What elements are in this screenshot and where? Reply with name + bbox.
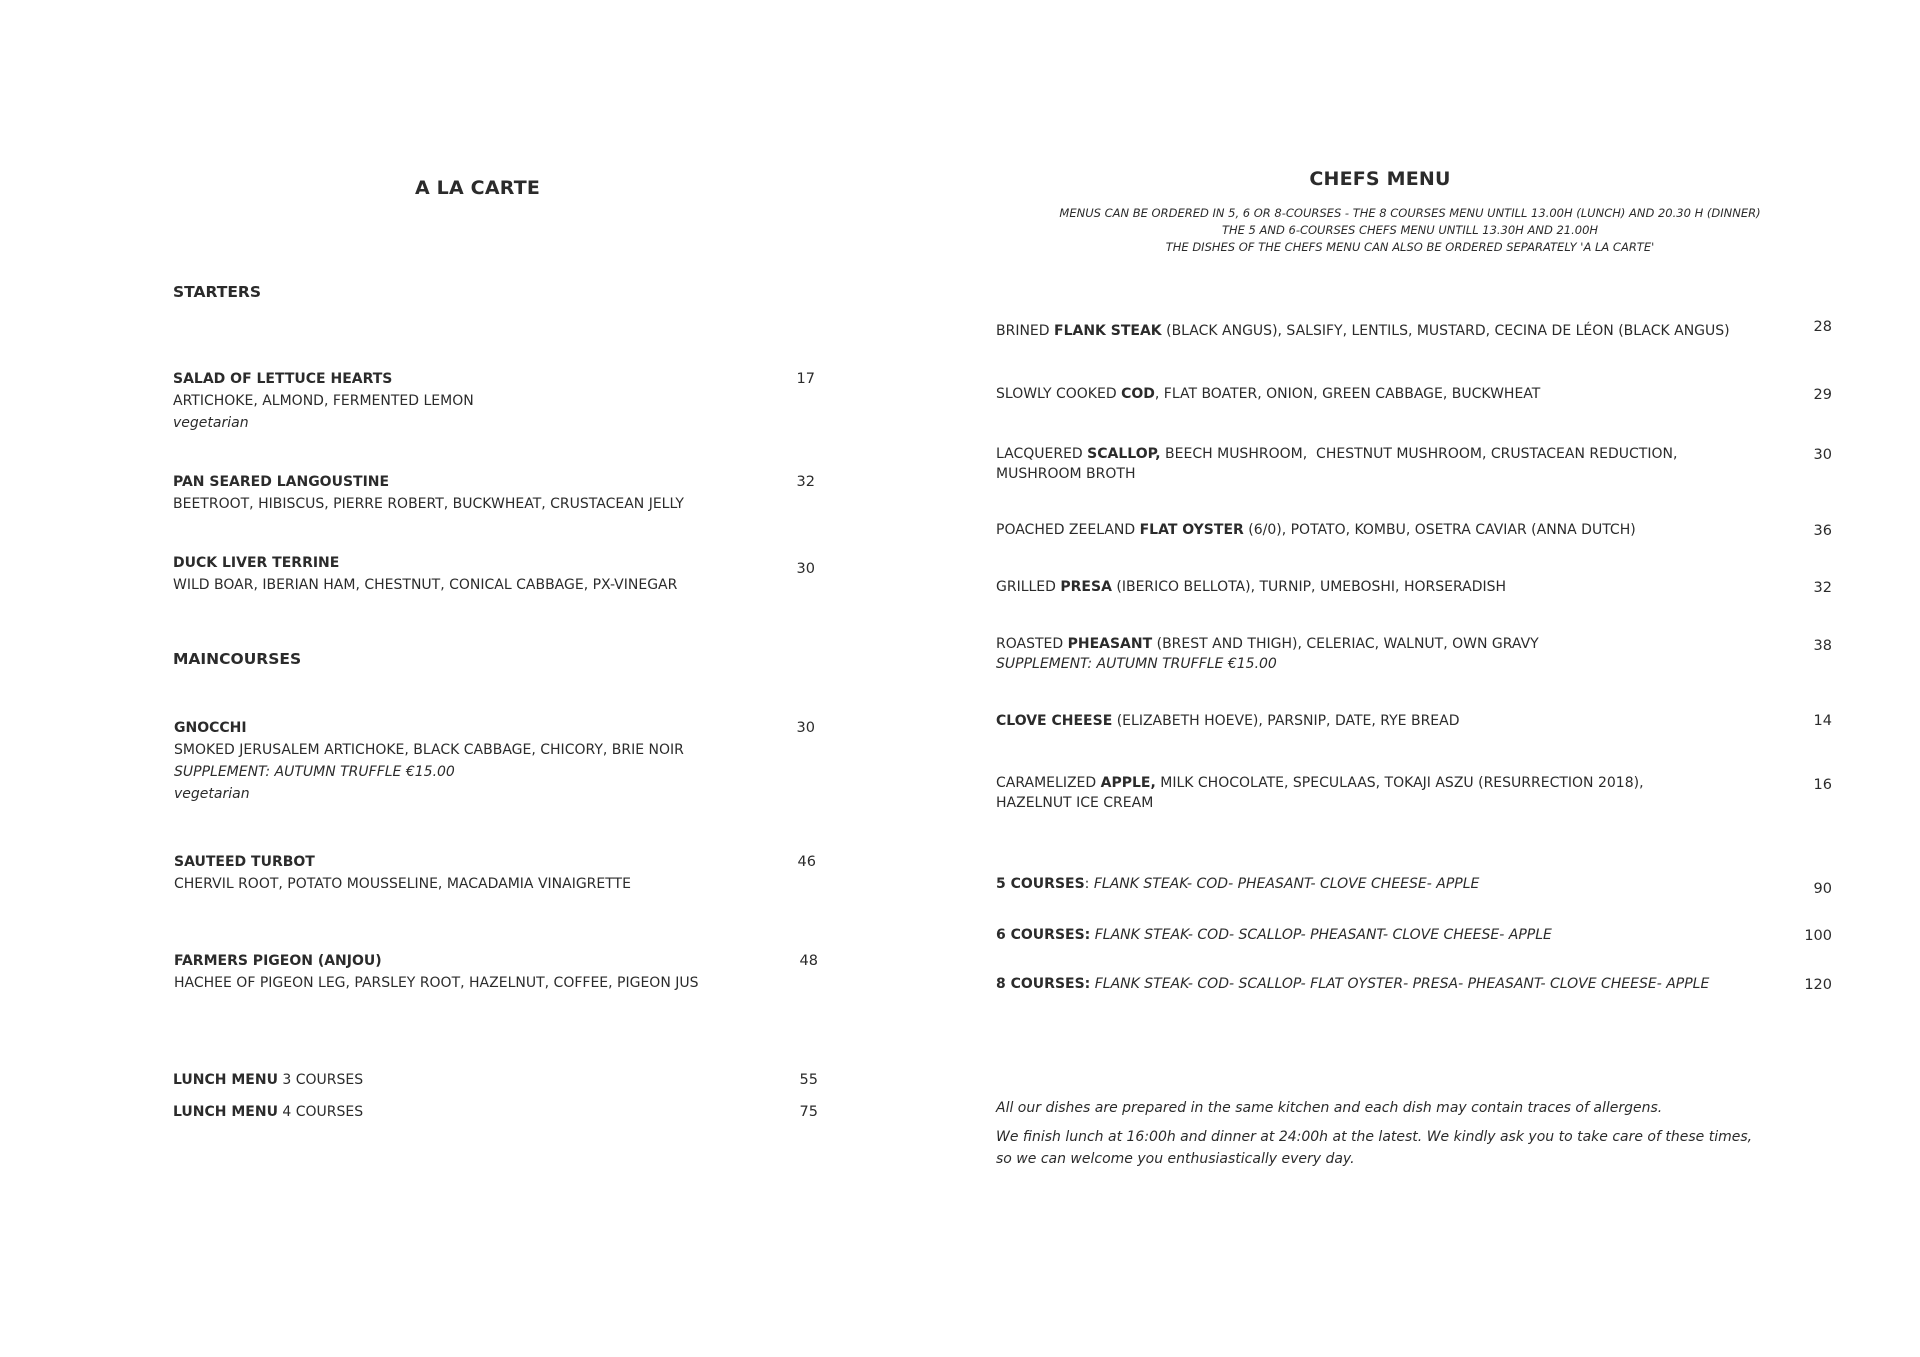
course-menu-separator: :	[1084, 876, 1094, 892]
dish-description: ARTICHOKE, ALMOND, FERMENTED LEMON	[173, 393, 474, 409]
dish-details: , FLAT BOATER, ONION, GREEN CABBAGE, BUCKWHEAT	[1154, 386, 1541, 402]
menu-note: THE 5 AND 6-COURSES CHEFS MENU UNTILL 13.30H AND 21.00H	[1221, 223, 1599, 237]
chefs-menu-title: CHEFS MENU	[1309, 168, 1451, 190]
dish-price: 16	[1813, 777, 1832, 793]
dish-key-ingredient: CLOVE CHEESE	[996, 713, 1113, 729]
dish-price: 30	[796, 720, 815, 736]
dish-supplement: SUPPLEMENT: AUTUMN TRUFFLE €15.00	[174, 764, 455, 780]
lunch-menu-price: 55	[799, 1072, 818, 1088]
course-menu-item	[996, 974, 1709, 994]
lunch-menu-label: LUNCH MENU	[173, 1072, 278, 1088]
dish-name: SAUTEED TURBOT	[174, 854, 315, 870]
menu-note: THE DISHES OF THE CHEFS MENU CAN ALSO BE ORDERED SEPARATELY 'A LA CARTE'	[1165, 240, 1655, 254]
dish-details-continued: MUSHROOM BROTH	[996, 466, 1136, 482]
course-menu-courses: FLANK STEAK- COD- SCALLOP- FLAT OYSTER- PRESA- PHEASANT- CLOVE CHEESE- APPLE	[1094, 976, 1710, 992]
chef-dish	[996, 773, 1776, 813]
dish-name: GNOCCHI	[174, 720, 247, 736]
dish-price: 14	[1813, 713, 1832, 729]
dish-description: HACHEE OF PIGEON LEG, PARSLEY ROOT, HAZELNUT, COFFEE, PIGEON JUS	[174, 975, 699, 991]
course-menu-price: 100	[1804, 928, 1832, 944]
dish-details-continued: HAZELNUT ICE CREAM	[996, 795, 1154, 811]
chef-dish	[996, 577, 1776, 597]
dish-details: (6/0), POTATO, KOMBU, OSETRA CAVIAR (ANNA DUTCH)	[1243, 522, 1636, 538]
dish-key-ingredient: SCALLOP,	[1087, 446, 1161, 462]
dish-key-ingredient: APPLE,	[1100, 775, 1156, 791]
dish-key-ingredient: FLANK STEAK	[1054, 323, 1162, 339]
starter-item	[173, 471, 684, 515]
dish-prefix: LACQUERED	[996, 446, 1088, 462]
chef-dish	[996, 711, 1776, 731]
main-item	[174, 950, 699, 994]
course-menu-price: 120	[1804, 977, 1832, 993]
course-menu-item	[996, 874, 1479, 894]
dish-details: BEECH MUSHROOM, CHESTNUT MUSHROOM, CRUSTACEAN REDUCTION,	[1160, 446, 1678, 462]
course-menu-label: 5 COURSES	[996, 876, 1085, 892]
course-menu-courses: FLANK STEAK- COD- PHEASANT- CLOVE CHEESE- APPLE	[1093, 876, 1480, 892]
lunch-menu-label: LUNCH MENU	[173, 1104, 278, 1120]
chef-dish	[996, 520, 1776, 540]
dish-price: 17	[796, 371, 815, 387]
dish-details: (BLACK ANGUS), SALSIFY, LENTILS, MUSTARD, CECINA DE LÉON (BLACK ANGUS)	[1161, 323, 1730, 339]
dish-price: 30	[796, 561, 815, 577]
lunch-menu-item	[173, 1101, 363, 1123]
dish-prefix: GRILLED	[996, 579, 1061, 595]
dish-price: 32	[796, 474, 815, 490]
main-item	[174, 851, 631, 895]
lunch-menu-item	[173, 1069, 363, 1091]
dish-price: 29	[1813, 387, 1832, 403]
dish-key-ingredient: PRESA	[1060, 579, 1112, 595]
course-menu-courses: FLANK STEAK- COD- SCALLOP- PHEASANT- CLOVE CHEESE- APPLE	[1094, 927, 1552, 943]
course-menu-label: 8 COURSES:	[996, 976, 1091, 992]
dish-name: PAN SEARED LANGOUSTINE	[173, 474, 390, 490]
dish-price: 36	[1813, 523, 1832, 539]
dish-price: 32	[1813, 580, 1832, 596]
course-menu-price: 90	[1813, 881, 1832, 897]
chef-dish	[996, 634, 1776, 674]
dish-price: 48	[799, 953, 818, 969]
lunch-menu-price: 75	[799, 1104, 818, 1120]
dish-prefix: POACHED ZEELAND	[996, 522, 1140, 538]
dish-key-ingredient: PHEASANT	[1067, 636, 1153, 652]
dish-prefix: BRINED	[996, 323, 1055, 339]
closing-times-note: We finish lunch at 16:00h and dinner at 24:00h at the latest. We kindly ask you to take care of these times,	[996, 1129, 1753, 1145]
dish-prefix: SLOWLY COOKED	[996, 386, 1122, 402]
dish-details: (BREST AND THIGH), CELERIAC, WALNUT, OWN GRAVY	[1152, 636, 1539, 652]
dish-price: 46	[797, 854, 816, 870]
dish-tag: vegetarian	[173, 415, 249, 431]
dish-price: 28	[1813, 319, 1832, 335]
dish-price: 38	[1813, 638, 1832, 654]
dish-description: BEETROOT, HIBISCUS, PIERRE ROBERT, BUCKWHEAT, CRUSTACEAN JELLY	[173, 496, 684, 512]
starters-heading: STARTERS	[173, 283, 262, 301]
dish-description: SMOKED JERUSALEM ARTICHOKE, BLACK CABBAGE, CHICORY, BRIE NOIR	[174, 742, 684, 758]
dish-description: WILD BOAR, IBERIAN HAM, CHESTNUT, CONICAL CABBAGE, PX-VINEGAR	[173, 577, 678, 593]
dish-prefix: ROASTED	[996, 636, 1068, 652]
dish-details: (ELIZABETH HOEVE), PARSNIP, DATE, RYE BREAD	[1112, 713, 1460, 729]
dish-name: FARMERS PIGEON (ANJOU)	[174, 953, 382, 969]
dish-description: CHERVIL ROOT, POTATO MOUSSELINE, MACADAMIA VINAIGRETTE	[174, 876, 631, 892]
dish-prefix: CARAMELIZED	[996, 775, 1101, 791]
lunch-menu-courses: 3 COURSES	[282, 1072, 364, 1088]
dish-name: SALAD OF LETTUCE HEARTS	[173, 371, 393, 387]
menu-note: MENUS CAN BE ORDERED IN 5, 6 OR 8-COURSES - THE 8 COURSES MENU UNTILL 13.00H (LUNCH) AND 20.30 H (DINNER)	[1059, 206, 1761, 220]
dish-key-ingredient: FLAT OYSTER	[1139, 522, 1244, 538]
dish-price: 30	[1813, 447, 1832, 463]
chef-dish	[996, 444, 1776, 484]
chef-dish	[996, 321, 1776, 341]
starter-item	[173, 368, 474, 434]
dish-key-ingredient: COD	[1121, 386, 1155, 402]
a-la-carte-title: A LA CARTE	[414, 177, 541, 199]
dish-name: DUCK LIVER TERRINE	[173, 555, 340, 571]
dish-tag: vegetarian	[174, 786, 250, 802]
course-menu-item	[996, 925, 1552, 945]
dish-supplement: SUPPLEMENT: AUTUMN TRUFFLE €15.00	[996, 656, 1277, 672]
closing-times-note-continued: so we can welcome you enthusiastically every day.	[996, 1151, 1355, 1167]
chef-dish	[996, 384, 1776, 404]
starter-item	[173, 552, 677, 596]
course-menu-label: 6 COURSES:	[996, 927, 1091, 943]
chefs-menu-notes	[1050, 205, 1770, 256]
lunch-menu-courses: 4 COURSES	[282, 1104, 364, 1120]
dish-details: MILK CHOCOLATE, SPECULAAS, TOKAJI ASZU (RESURRECTION 2018),	[1155, 775, 1644, 791]
allergen-note: All our dishes are prepared in the same kitchen and each dish may contain traces of allergens.	[996, 1100, 1663, 1116]
main-item	[174, 717, 684, 805]
dish-details: (IBERICO BELLOTA), TURNIP, UMEBOSHI, HORSERADISH	[1111, 579, 1507, 595]
maincourses-heading: MAINCOURSES	[173, 650, 302, 668]
